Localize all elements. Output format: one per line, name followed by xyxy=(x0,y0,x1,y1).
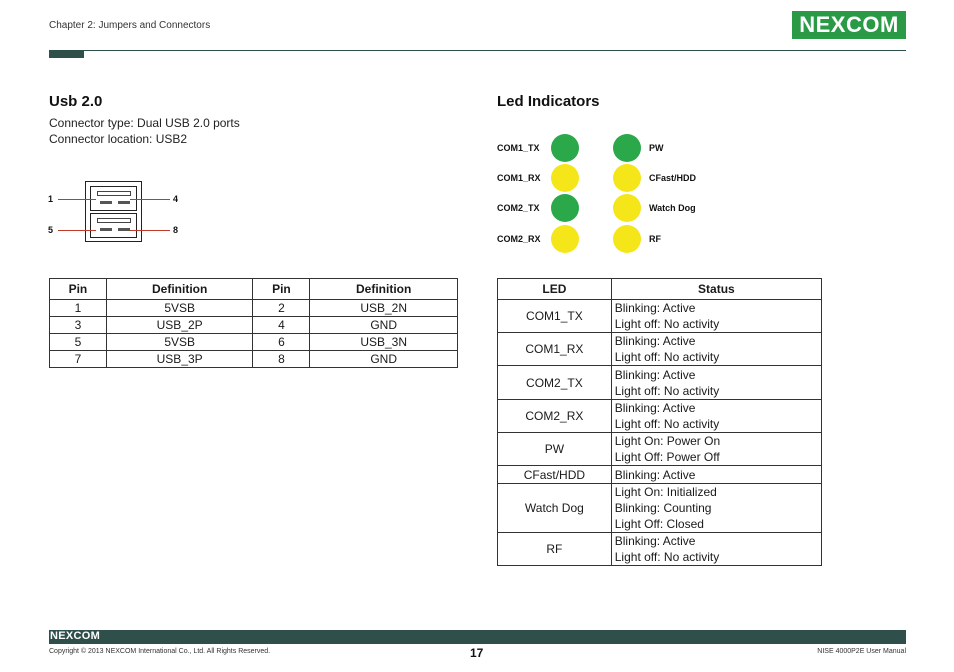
status-line: Blinking: Active xyxy=(614,467,696,482)
pin-pointer-4 xyxy=(130,199,170,200)
status-line: Blinking: Active xyxy=(614,534,696,548)
table-row: 5 5VSB 6 USB_3N xyxy=(50,334,458,351)
led-dot-rf xyxy=(613,225,641,253)
led-label-com1-rx: COM1_RX xyxy=(497,173,541,183)
led-name-cell: CFast/HDD xyxy=(498,466,612,484)
status-line: Light off: No activity xyxy=(614,383,720,398)
led-name-cell: COM1_TX xyxy=(498,300,612,333)
led-dot-com1-tx xyxy=(551,134,579,162)
led-name-cell: Watch Dog xyxy=(498,484,612,533)
header-led: LED xyxy=(498,279,612,300)
status-line: Light On: Initialized xyxy=(614,485,717,499)
status-line: Light Off: Closed xyxy=(614,517,704,531)
status-line: Light off: No activity xyxy=(614,417,720,431)
table-row xyxy=(498,366,822,400)
header-divider xyxy=(49,50,906,51)
status-line: Blinking: Counting xyxy=(614,501,712,515)
led-status-cell xyxy=(611,300,821,333)
led-dot-com2-tx xyxy=(551,194,579,222)
footer-square-icon xyxy=(898,638,906,644)
table-row xyxy=(498,400,822,433)
footer-square-icon xyxy=(890,630,898,638)
usb-section-title: Usb 2.0 xyxy=(49,93,103,110)
table-row xyxy=(498,466,822,484)
status-line: Light off: No activity xyxy=(614,350,720,364)
pin-label-1: 1 xyxy=(48,194,54,204)
led-status-cell xyxy=(611,366,821,400)
pin-label-5: 5 xyxy=(48,225,54,235)
status-line: Light off: No activity xyxy=(614,317,720,331)
chapter-title: Chapter 2: Jumpers and Connectors xyxy=(49,20,211,31)
status-line: Blinking: Active xyxy=(614,401,696,415)
led-label-rf: RF xyxy=(649,234,661,244)
usb-connector-location: Connector location: USB2 xyxy=(49,132,188,146)
status-line: Light Off: Power Off xyxy=(614,450,720,464)
status-line: Light off: No activity xyxy=(614,550,720,564)
table-row xyxy=(498,484,822,533)
led-section-title: Led Indicators xyxy=(497,93,600,110)
table-row xyxy=(498,433,822,466)
table-row: 3 USB_2P 4 GND xyxy=(50,317,458,334)
led-dot-cfast-hdd xyxy=(613,164,641,192)
led-name-cell: COM2_TX xyxy=(498,366,612,400)
nexcom-logo xyxy=(792,11,906,39)
led-status-table xyxy=(497,278,822,566)
led-name-cell: RF xyxy=(498,533,612,566)
copyright-text: Copyright © 2013 NEXCOM International Co., Ltd. All Rights Reserved. xyxy=(49,648,271,655)
table-row xyxy=(498,300,822,333)
led-name-cell: COM2_RX xyxy=(498,400,612,433)
usb-port-lower xyxy=(90,213,137,238)
led-name-cell: COM1_RX xyxy=(498,333,612,366)
led-label-cfast-hdd: CFast/HDD xyxy=(649,173,697,183)
header-accent-block xyxy=(49,50,84,58)
led-status-cell xyxy=(611,533,821,566)
led-name-cell: PW xyxy=(498,433,612,466)
header-status: Status xyxy=(611,279,821,300)
usb-connector-type: Connector type: Dual USB 2.0 ports xyxy=(49,116,240,130)
pin-label-4: 4 xyxy=(173,194,179,204)
led-dot-com2-rx xyxy=(551,225,579,253)
led-status-cell xyxy=(611,333,821,366)
led-status-cell xyxy=(611,466,821,484)
table-header-row xyxy=(50,279,458,300)
table-row: 1 5VSB 2 USB_2N xyxy=(50,300,458,317)
logo-text: NEXCOM xyxy=(799,12,899,37)
led-status-cell xyxy=(611,484,821,533)
led-dot-com1-rx xyxy=(551,164,579,192)
header-definition: Definition xyxy=(106,279,253,300)
usb-connector-diagram xyxy=(85,181,142,242)
page-number: 17 xyxy=(470,646,484,660)
footer-logo: NEXCOM xyxy=(50,630,101,642)
led-label-pw: PW xyxy=(649,143,664,153)
pin-pointer-8 xyxy=(130,230,170,231)
led-dot-watch-dog xyxy=(613,194,641,222)
led-status-cell xyxy=(611,400,821,433)
header-pin: Pin xyxy=(50,279,107,300)
pin-pointer-1 xyxy=(58,199,96,200)
table-header-row xyxy=(498,279,822,300)
led-table-body xyxy=(498,300,822,566)
usb-pin-table xyxy=(49,278,458,368)
status-line: Blinking: Active xyxy=(614,334,696,348)
led-status-cell xyxy=(611,433,821,466)
status-line: Light On: Power On xyxy=(614,434,721,448)
led-dot-pw xyxy=(613,134,641,162)
status-line: Blinking: Active xyxy=(614,367,696,382)
footer-bar xyxy=(49,630,906,644)
header-definition: Definition xyxy=(310,279,458,300)
status-line: Blinking: Active xyxy=(614,301,696,315)
table-row xyxy=(498,533,822,566)
manual-title: NISE 4000P2E User Manual xyxy=(817,648,906,655)
table-row xyxy=(498,333,822,366)
led-label-com2-tx: COM2_TX xyxy=(497,203,540,213)
table-row: 7 USB_3P 8 GND xyxy=(50,351,458,368)
led-label-watch-dog: Watch Dog xyxy=(649,203,696,213)
pin-pointer-5 xyxy=(58,230,96,231)
led-label-com1-tx: COM1_TX xyxy=(497,143,540,153)
pin-label-8: 8 xyxy=(173,225,179,235)
header-pin: Pin xyxy=(253,279,310,300)
led-label-com2-rx: COM2_RX xyxy=(497,234,541,244)
